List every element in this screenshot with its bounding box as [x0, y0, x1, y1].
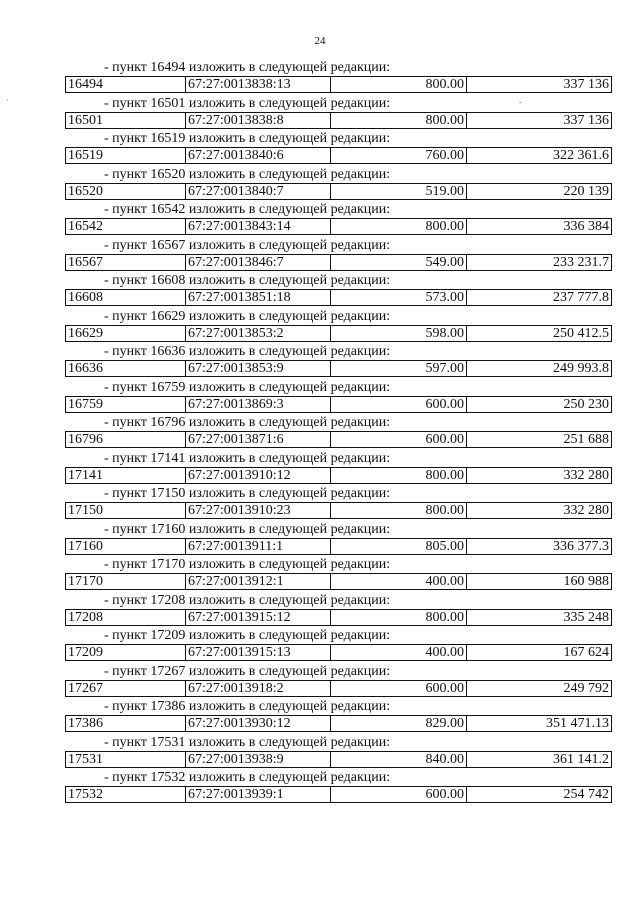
item-number-cell: 16629 — [66, 326, 186, 341]
table-row — [65, 609, 612, 626]
amendment-entry — [0, 307, 640, 343]
area-cell: 519.00 — [331, 184, 467, 199]
area-cell: 400.00 — [331, 645, 467, 660]
table-row — [65, 538, 612, 555]
cadastral-value-cell: 249 792 — [563, 680, 609, 696]
amendment-entry — [0, 342, 640, 378]
table-row — [65, 396, 612, 413]
area-cell: 573.00 — [331, 290, 467, 305]
cadastral-value-cell: 167 624 — [563, 645, 609, 660]
item-number-cell: 17531 — [66, 752, 186, 767]
amendment-instruction: - пункт 16608 изложить в следующей редакции: — [104, 273, 391, 288]
amendment-entry — [0, 200, 640, 236]
cadastral-value-cell: 335 248 — [563, 609, 609, 625]
amendment-instruction: - пункт 16567 изложить в следующей редакции: — [104, 237, 391, 253]
cadastral-value-cell: 361 141.2 — [553, 751, 609, 767]
area-cell: 829.00 — [331, 716, 467, 731]
cadastral-value-cell: 237 777.8 — [553, 290, 609, 305]
amendment-entry — [0, 768, 640, 804]
cadastral-number-cell: 67:27:0013912:1 — [186, 574, 331, 589]
item-number-cell: 16636 — [66, 361, 186, 376]
table-row — [65, 786, 612, 803]
table-row — [65, 254, 612, 271]
table-row — [65, 112, 612, 129]
amendment-entry — [0, 378, 640, 414]
table-row — [65, 360, 612, 377]
table-row — [65, 751, 612, 768]
cadastral-number-cell: 67:27:0013846:7 — [186, 255, 331, 270]
cadastral-number-cell: 67:27:0013911:1 — [186, 539, 331, 554]
item-number-cell: 16542 — [66, 219, 186, 234]
cadastral-number-cell: 67:27:0013838:13 — [186, 77, 331, 92]
scan-speck: · — [6, 96, 9, 105]
amendment-instruction: - пункт 16629 изложить в следующей редакции: — [104, 308, 391, 324]
amendment-entry — [0, 662, 640, 698]
table-row — [65, 325, 612, 342]
scan-speck: - — [519, 98, 522, 107]
item-number-cell: 16796 — [66, 432, 186, 447]
cadastral-number-cell: 67:27:0013939:1 — [186, 787, 331, 802]
table-row — [65, 467, 612, 484]
item-number-cell: 17160 — [66, 539, 186, 554]
cadastral-number-cell: 67:27:0013915:12 — [186, 610, 331, 625]
item-number-cell: 17386 — [66, 716, 186, 731]
cadastral-number-cell: 67:27:0013871:6 — [186, 432, 331, 447]
item-number-cell: 16520 — [66, 184, 186, 199]
amendment-entry — [0, 626, 640, 662]
amendment-instruction: - пункт 17141 изложить в следующей редакции: — [104, 450, 391, 466]
area-cell: 800.00 — [331, 610, 467, 625]
table-row — [65, 715, 612, 732]
cadastral-value-cell: 250 412.5 — [553, 325, 609, 341]
cadastral-value-cell: 351 471.13 — [546, 716, 609, 731]
amendment-instruction: - пункт 17386 изложить в следующей редакции: — [104, 699, 391, 714]
area-cell: 800.00 — [331, 468, 467, 483]
item-number-cell: 17532 — [66, 787, 186, 802]
cadastral-value-cell: 332 280 — [563, 503, 609, 518]
amendment-entry — [0, 520, 640, 556]
amendment-entry — [0, 236, 640, 272]
amendment-entry — [0, 58, 640, 94]
amendment-entry — [0, 94, 640, 130]
amendment-instruction: - пункт 16520 изложить в следующей редакции: — [104, 166, 391, 182]
amendment-entry — [0, 165, 640, 201]
item-number-cell: 17150 — [66, 503, 186, 518]
cadastral-value-cell: 254 742 — [563, 787, 609, 802]
cadastral-number-cell: 67:27:0013851:18 — [186, 290, 331, 305]
item-number-cell: 16567 — [66, 255, 186, 270]
amendment-instruction: - пункт 17208 изложить в следующей редакции: — [104, 592, 391, 608]
area-cell: 549.00 — [331, 255, 467, 270]
amendment-instruction: - пункт 17531 изложить в следующей редакции: — [104, 734, 391, 750]
amendment-entry — [0, 449, 640, 485]
table-row — [65, 183, 612, 200]
area-cell: 597.00 — [331, 361, 467, 376]
amendment-entry — [0, 697, 640, 733]
cadastral-number-cell: 67:27:0013910:23 — [186, 503, 331, 518]
cadastral-value-cell: 332 280 — [563, 467, 609, 483]
area-cell: 400.00 — [331, 574, 467, 589]
cadastral-value-cell: 336 377.3 — [553, 538, 609, 554]
amendment-instruction: - пункт 16501 изложить в следующей редакции: — [104, 95, 391, 111]
item-number-cell: 17170 — [66, 574, 186, 589]
area-cell: 600.00 — [331, 397, 467, 412]
area-cell: 600.00 — [331, 787, 467, 802]
amendment-instruction: - пункт 17209 изложить в следующей редакции: — [104, 628, 391, 643]
cadastral-value-cell: 249 993.8 — [553, 361, 609, 376]
amendment-entry — [0, 484, 640, 520]
area-cell: 800.00 — [331, 77, 467, 92]
amendment-entry — [0, 129, 640, 165]
table-row — [65, 76, 612, 93]
amendment-entry — [0, 413, 640, 449]
cadastral-value-cell: 322 361.6 — [553, 148, 609, 163]
amendment-instruction: - пункт 16636 изложить в следующей редакции: — [104, 344, 391, 359]
amendment-instruction: - пункт 16759 изложить в следующей редакции: — [104, 379, 391, 395]
cadastral-value-cell: 250 230 — [563, 396, 609, 412]
amendment-instruction: - пункт 16542 изложить в следующей редакции: — [104, 202, 391, 217]
cadastral-value-cell: 251 688 — [563, 432, 609, 447]
cadastral-number-cell: 67:27:0013938:9 — [186, 752, 331, 767]
table-row — [65, 573, 612, 590]
amendment-list — [0, 58, 640, 804]
amendment-entry — [0, 271, 640, 307]
cadastral-number-cell: 67:27:0013918:2 — [186, 681, 331, 696]
area-cell: 805.00 — [331, 539, 467, 554]
cadastral-number-cell: 67:27:0013930:12 — [186, 716, 331, 731]
item-number-cell: 16501 — [66, 113, 186, 128]
table-row — [65, 147, 612, 164]
cadastral-value-cell: 336 384 — [563, 219, 609, 234]
cadastral-number-cell: 67:27:0013838:8 — [186, 113, 331, 128]
table-row — [65, 218, 612, 235]
amendment-instruction: - пункт 17150 изложить в следующей редакции: — [104, 486, 391, 501]
item-number-cell: 17208 — [66, 610, 186, 625]
amendment-instruction: - пункт 17170 изложить в следующей редакции: — [104, 557, 391, 572]
item-number-cell: 16608 — [66, 290, 186, 305]
item-number-cell: 17141 — [66, 468, 186, 483]
page-number: 24 — [314, 35, 326, 47]
table-row — [65, 502, 612, 519]
amendment-instruction: - пункт 17160 изложить в следующей редакции: — [104, 521, 391, 537]
item-number-cell: 17267 — [66, 681, 186, 696]
cadastral-value-cell: 337 136 — [563, 77, 609, 92]
cadastral-value-cell: 220 139 — [563, 183, 609, 199]
item-number-cell: 16494 — [66, 77, 186, 92]
table-row — [65, 431, 612, 448]
amendment-entry — [0, 733, 640, 769]
table-row — [65, 680, 612, 697]
amendment-instruction: - пункт 17532 изложить в следующей редакции: — [104, 770, 391, 785]
cadastral-number-cell: 67:27:0013843:14 — [186, 219, 331, 234]
cadastral-value-cell: 160 988 — [563, 574, 609, 589]
area-cell: 600.00 — [331, 432, 467, 447]
area-cell: 598.00 — [331, 326, 467, 341]
amendment-instruction: - пункт 16796 изложить в следующей редакции: — [104, 415, 391, 430]
amendment-instruction: - пункт 17267 изложить в следующей редакции: — [104, 663, 391, 679]
cadastral-number-cell: 67:27:0013840:6 — [186, 148, 331, 163]
cadastral-number-cell: 67:27:0013840:7 — [186, 184, 331, 199]
cadastral-number-cell: 67:27:0013853:2 — [186, 326, 331, 341]
amendment-instruction: - пункт 16494 изложить в следующей редакции: — [104, 60, 391, 75]
area-cell: 800.00 — [331, 503, 467, 518]
table-row — [65, 289, 612, 306]
cadastral-number-cell: 67:27:0013915:13 — [186, 645, 331, 660]
table-row — [65, 644, 612, 661]
item-number-cell: 16759 — [66, 397, 186, 412]
item-number-cell: 17209 — [66, 645, 186, 660]
amendment-entry — [0, 591, 640, 627]
amendment-entry — [0, 555, 640, 591]
cadastral-number-cell: 67:27:0013853:9 — [186, 361, 331, 376]
amendment-instruction: - пункт 16519 изложить в следующей редакции: — [104, 131, 391, 146]
cadastral-value-cell: 337 136 — [563, 112, 609, 128]
area-cell: 800.00 — [331, 113, 467, 128]
cadastral-number-cell: 67:27:0013869:3 — [186, 397, 331, 412]
area-cell: 800.00 — [331, 219, 467, 234]
area-cell: 840.00 — [331, 752, 467, 767]
cadastral-value-cell: 233 231.7 — [553, 254, 609, 270]
area-cell: 600.00 — [331, 681, 467, 696]
area-cell: 760.00 — [331, 148, 467, 163]
item-number-cell: 16519 — [66, 148, 186, 163]
cadastral-number-cell: 67:27:0013910:12 — [186, 468, 331, 483]
